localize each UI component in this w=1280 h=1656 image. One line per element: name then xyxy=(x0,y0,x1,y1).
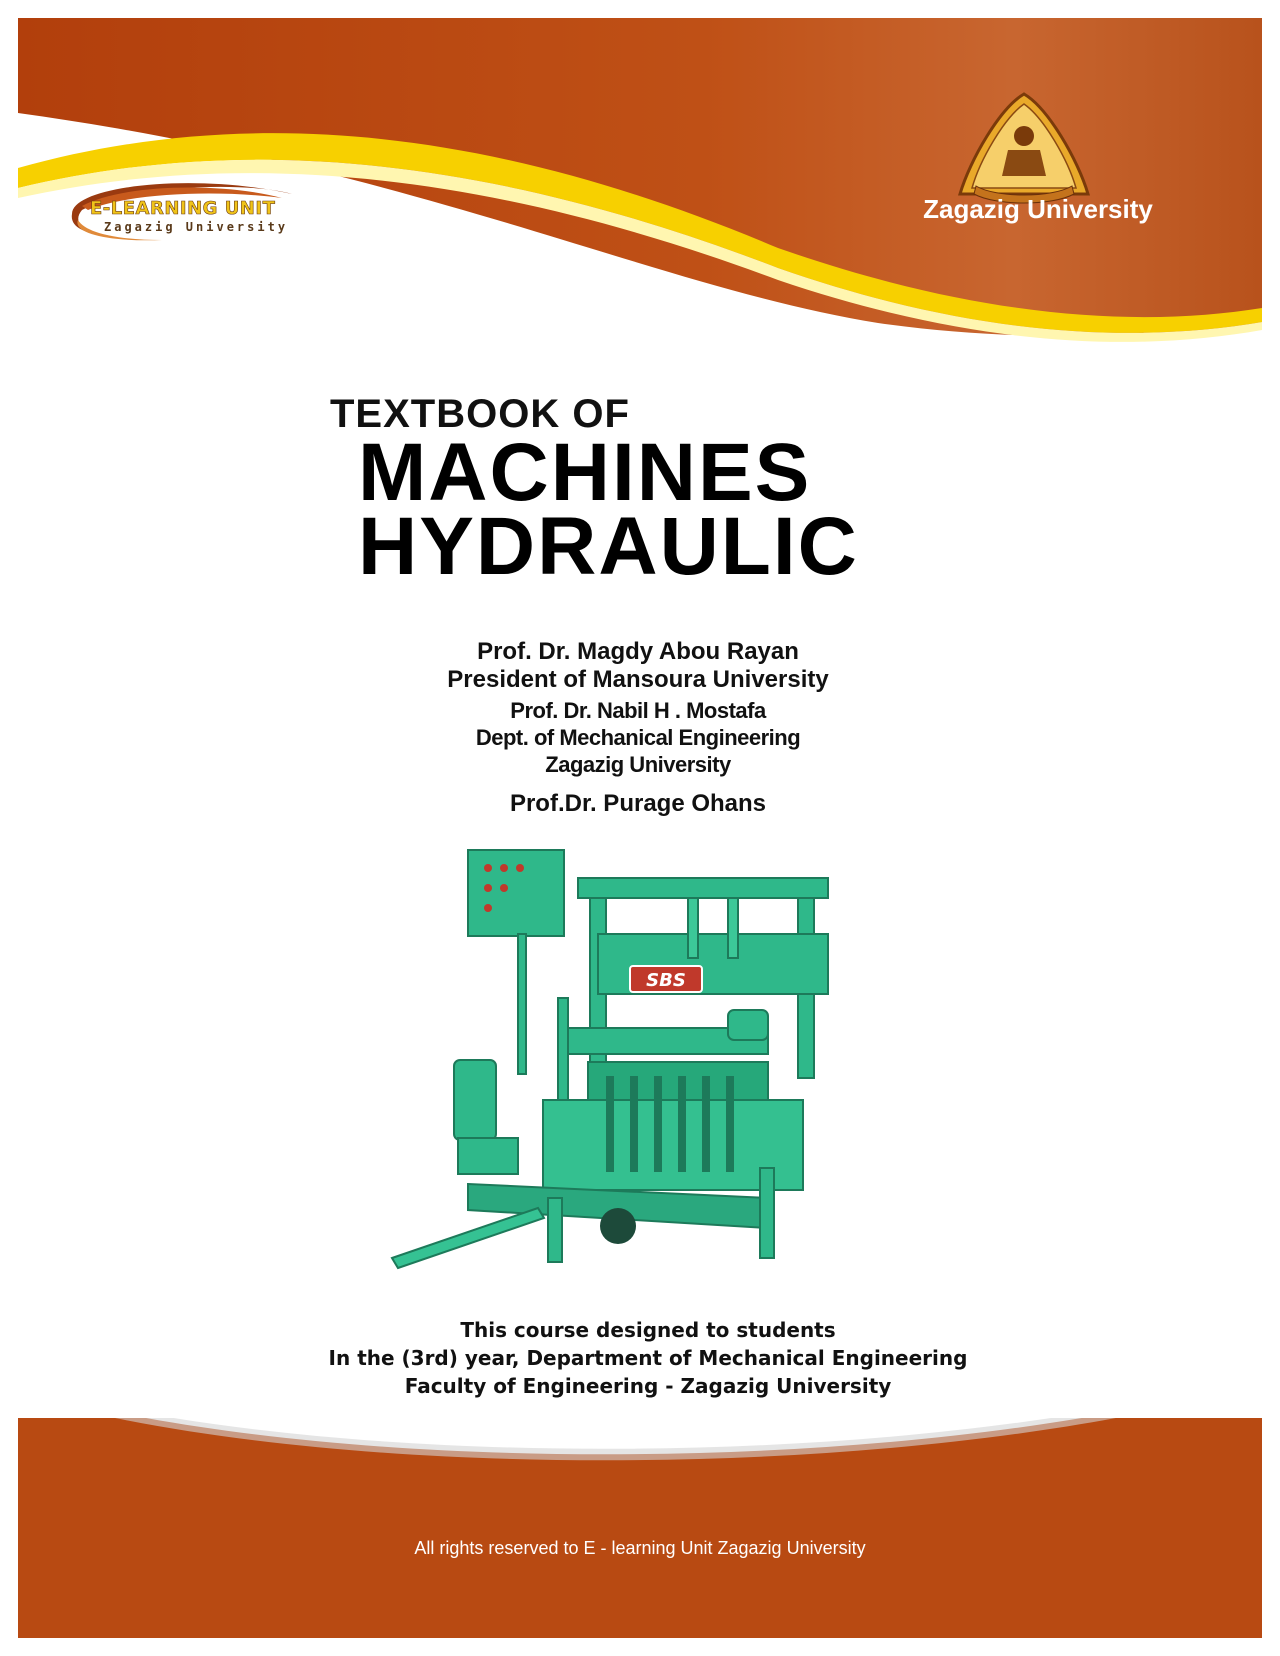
course-line-2: In the (3rd) year, Department of Mechanical Engineering xyxy=(328,1346,968,1370)
author-1-name: Prof. Dr. Magdy Abou Rayan xyxy=(477,638,799,665)
author-2-department: Dept. of Mechanical Engineering xyxy=(475,725,801,750)
author-2-university: Zagazig University xyxy=(545,752,731,777)
title-line-3: HYDRAULIC xyxy=(358,501,859,592)
elearning-title: E-LEARNING UNIT xyxy=(90,198,276,219)
course-line-1: This course designed to students xyxy=(460,1318,836,1342)
cover-page xyxy=(18,18,1262,1638)
author-2-name: Prof. Dr. Nabil H . Mostafa xyxy=(510,698,766,723)
rights-notice: All rights reserved to E - learning Unit Zagazig University xyxy=(414,1538,866,1558)
elearning-subtitle: Zagazig University xyxy=(104,220,289,234)
footer-banner xyxy=(18,1418,1262,1638)
block-machine-illustration xyxy=(368,838,858,1288)
university-seal-icon xyxy=(956,90,1092,208)
author-3-name: Prof.Dr. Purage Ohans xyxy=(509,790,767,817)
university-name: Zagazig University xyxy=(923,194,1153,224)
title-line-1: TEXTBOOK OF xyxy=(330,392,630,436)
title-line-2: MACHINES xyxy=(358,427,812,518)
author-1-position: President of Mansoura University xyxy=(447,666,829,693)
course-line-3: Faculty of Engineering - Zagazig University xyxy=(404,1374,892,1398)
elearning-unit-logo xyxy=(42,176,312,256)
sbs-badge-label: SBS xyxy=(646,970,686,991)
